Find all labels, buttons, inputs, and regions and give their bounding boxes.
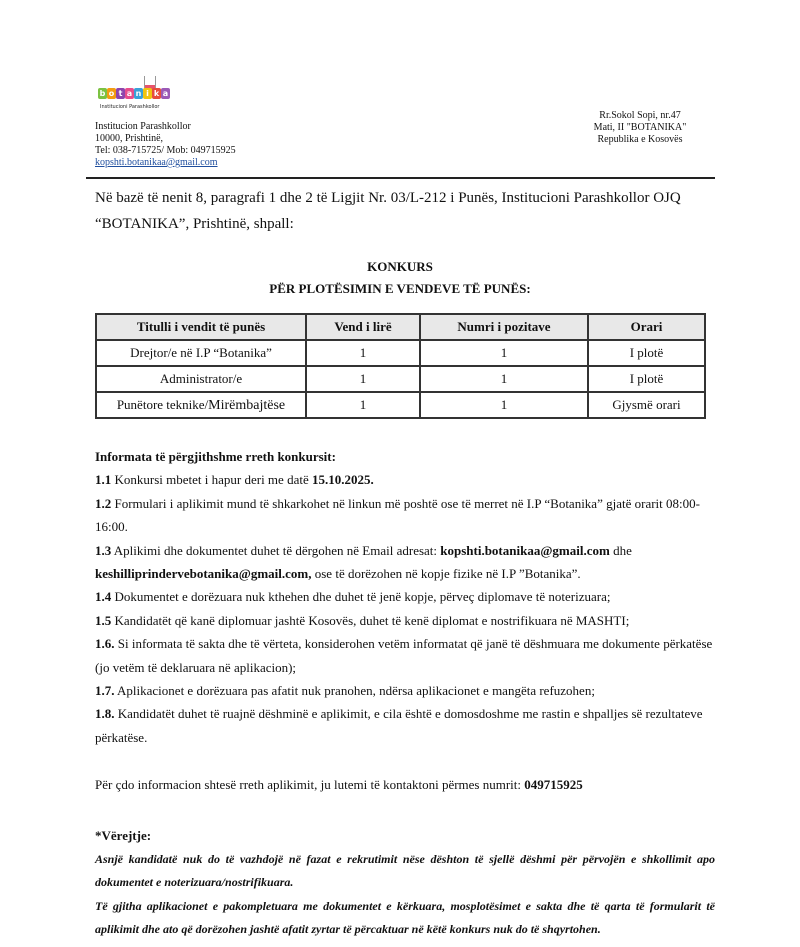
item-number: 1.8. [95,706,115,722]
vacancy-count: 1 [306,366,420,392]
document-title [95,256,705,300]
schedule: I plotë [588,340,705,366]
note-paragraph-1: Asnjë kandidatë nuk do të vazhdojë në fazat e rekrutimit nëse dështon të sjellë dëshmi për përvojën e shkollimit apo dokumentet e noterizuara/nostrifikuara. [95,851,715,889]
table-row [96,366,705,392]
item-text: Dokumentet e dorëzuara nuk kthehen dhe duhet të jenë kopje, përveç diplomave të noterizuara; [111,589,611,605]
schedule: Gjysmë orari [588,392,705,418]
note-paragraph-2: Të gjitha aplikacionet e pakompletuara me dokumentet e kërkuara, mosplotësimet e sakta dhe të qarta të formularit të aplikimit dhe ato që dorëzohen jashtë afatit zyrtar të përcaktuar në këtë konkurs nuk do të shqyrtohen. [95,898,715,936]
info-item-1-3 [95,539,715,586]
positions-count: 1 [420,392,588,418]
street-address: Rr.Sokol Sopi, nr.47 [599,110,681,121]
item-number: 1.2 [95,495,112,511]
info-item-1-5 [95,609,715,632]
logo-letter: i [143,88,152,99]
positions-count: 1 [420,366,588,392]
item-number: 1.7. [95,683,115,699]
contact-number: 049715925 [524,777,583,792]
vacancy-count: 1 [306,392,420,418]
header-right-address [560,110,720,146]
col-header-title: Titulli i vendit të punës [96,314,306,340]
item-text: Konkursi mbetet i hapur deri me datë [111,472,312,488]
job-title: Drejtor/e në I.P “Botanika” [96,340,306,366]
job-title [96,392,306,418]
table-header-row [96,314,705,340]
item-text: Formulari i aplikimit mund të shkarkohet në linkun më poshtë ose të merret në I.P “Botanika” gjatë orarit 08:00-16:00. [95,495,700,535]
logo-letter: n [135,89,142,98]
header-left-address [95,121,236,169]
col-header-vacancy: Vend i lirë [306,314,420,340]
info-item-1-7 [95,679,715,702]
location-name: Mati, II "BOTANIKA" [593,122,687,133]
table-row [96,392,705,418]
item-text: Si informata të sakta dhe të vërteta, konsiderohen vetëm informatat që janë të dëshmuara me dokumente përkatëse (jo vetëm të deklaruara në aplikacion); [95,636,713,675]
info-item-1-4 [95,585,715,608]
logo-letter: b [99,89,106,98]
logo-letter: a [162,89,169,98]
header-divider [86,177,715,179]
email-address-1[interactable]: kopshti.botanikaa@gmail.com [440,542,610,558]
botanika-logo [96,76,169,118]
item-number: 1.4 [95,589,112,605]
intro-paragraph: Në bazë të nenit 8, paragrafi 1 dhe 2 të Ligjit Nr. 03/L-212 i Punës, Institucioni Parashkollor OJQ “BOTANIKA”, Prishtinë, shpall: [95,190,681,232]
info-item-1-6 [95,632,715,679]
schedule: I plotë [588,366,705,392]
job-title-part-b: Mirëmbajtëse [208,397,286,413]
positions-count: 1 [420,340,588,366]
phone-line: Tel: 038-715725/ Mob: 049715925 [95,145,236,156]
col-header-schedule: Orari [588,314,705,340]
institution-name: Institucion Parashkollor [95,121,191,132]
deadline-date: 15.10.2025. [311,472,374,488]
info-item-1-8 [95,702,715,749]
item-number: 1.6. [95,636,115,652]
general-info-section [95,445,715,749]
item-number: 1.5 [95,612,112,628]
contact-line [95,777,715,793]
logo-letter: k [153,89,160,98]
item-text: Kandidatët duhet të ruajnë dëshminë e aplikimit, e cila është e domosdoshme me rastin e shpalljes së rezultateve përkatëse. [95,706,703,745]
logo-letter: o [108,89,115,98]
logo-letters [98,88,170,102]
logo-letter: a [126,89,133,98]
logo-subtitle: Institucioni Parashkollor [100,104,160,110]
item-number: 1.1 [95,472,112,488]
job-title: Administrator/e [96,366,306,392]
header-email-link[interactable]: kopshti.botanikaa@gmail.com [95,157,218,168]
item-text: ose të dorëzohen në kopje fizike në I.P ”Botanika”. [311,566,581,582]
contact-text: Për çdo informacion shtesë rreth aplikimit, ju lutemi të kontaktoni përmes numrit: [95,777,525,792]
info-item-1-2 [95,492,715,539]
item-text: Kandidatët që kanë diplomuar jashtë Kosovës, duhet të kenë diplomat e nostrifikuara në MASHTI; [111,612,630,628]
item-text: Aplikacionet e dorëzuara pas afatit nuk pranohen, ndërsa aplikacionet e mangëta refuzohen; [114,683,595,699]
vacancies-table [95,313,706,419]
title-line-2: PËR PLOTËSIMIN E VENDEVE TË PUNËS: [269,281,531,296]
postal-city: 10000, Prishtinë, [95,133,164,144]
item-number: 1.3 [95,542,112,558]
vacancy-count: 1 [306,340,420,366]
note-heading: *Vërejtje: [95,828,152,843]
title-line-1: KONKURS [367,259,433,274]
job-title-part-a: Punëtore teknike/ [116,396,209,412]
info-item-1-1 [95,468,715,491]
country: Republika e Kosovës [597,134,683,145]
note-section [95,824,715,942]
col-header-positions: Numri i pozitave [420,314,588,340]
item-text: Aplikimi dhe dokumentet duhet të dërgohen në Email adresat: [111,542,441,558]
item-text: dhe [609,542,632,558]
info-heading: Informata të përgjithshme rreth konkursit: [95,449,336,464]
logo-letter: t [116,88,125,99]
table-row [96,340,705,366]
email-address-2[interactable]: keshilliprindervebotanika@gmail.com, [95,566,312,582]
